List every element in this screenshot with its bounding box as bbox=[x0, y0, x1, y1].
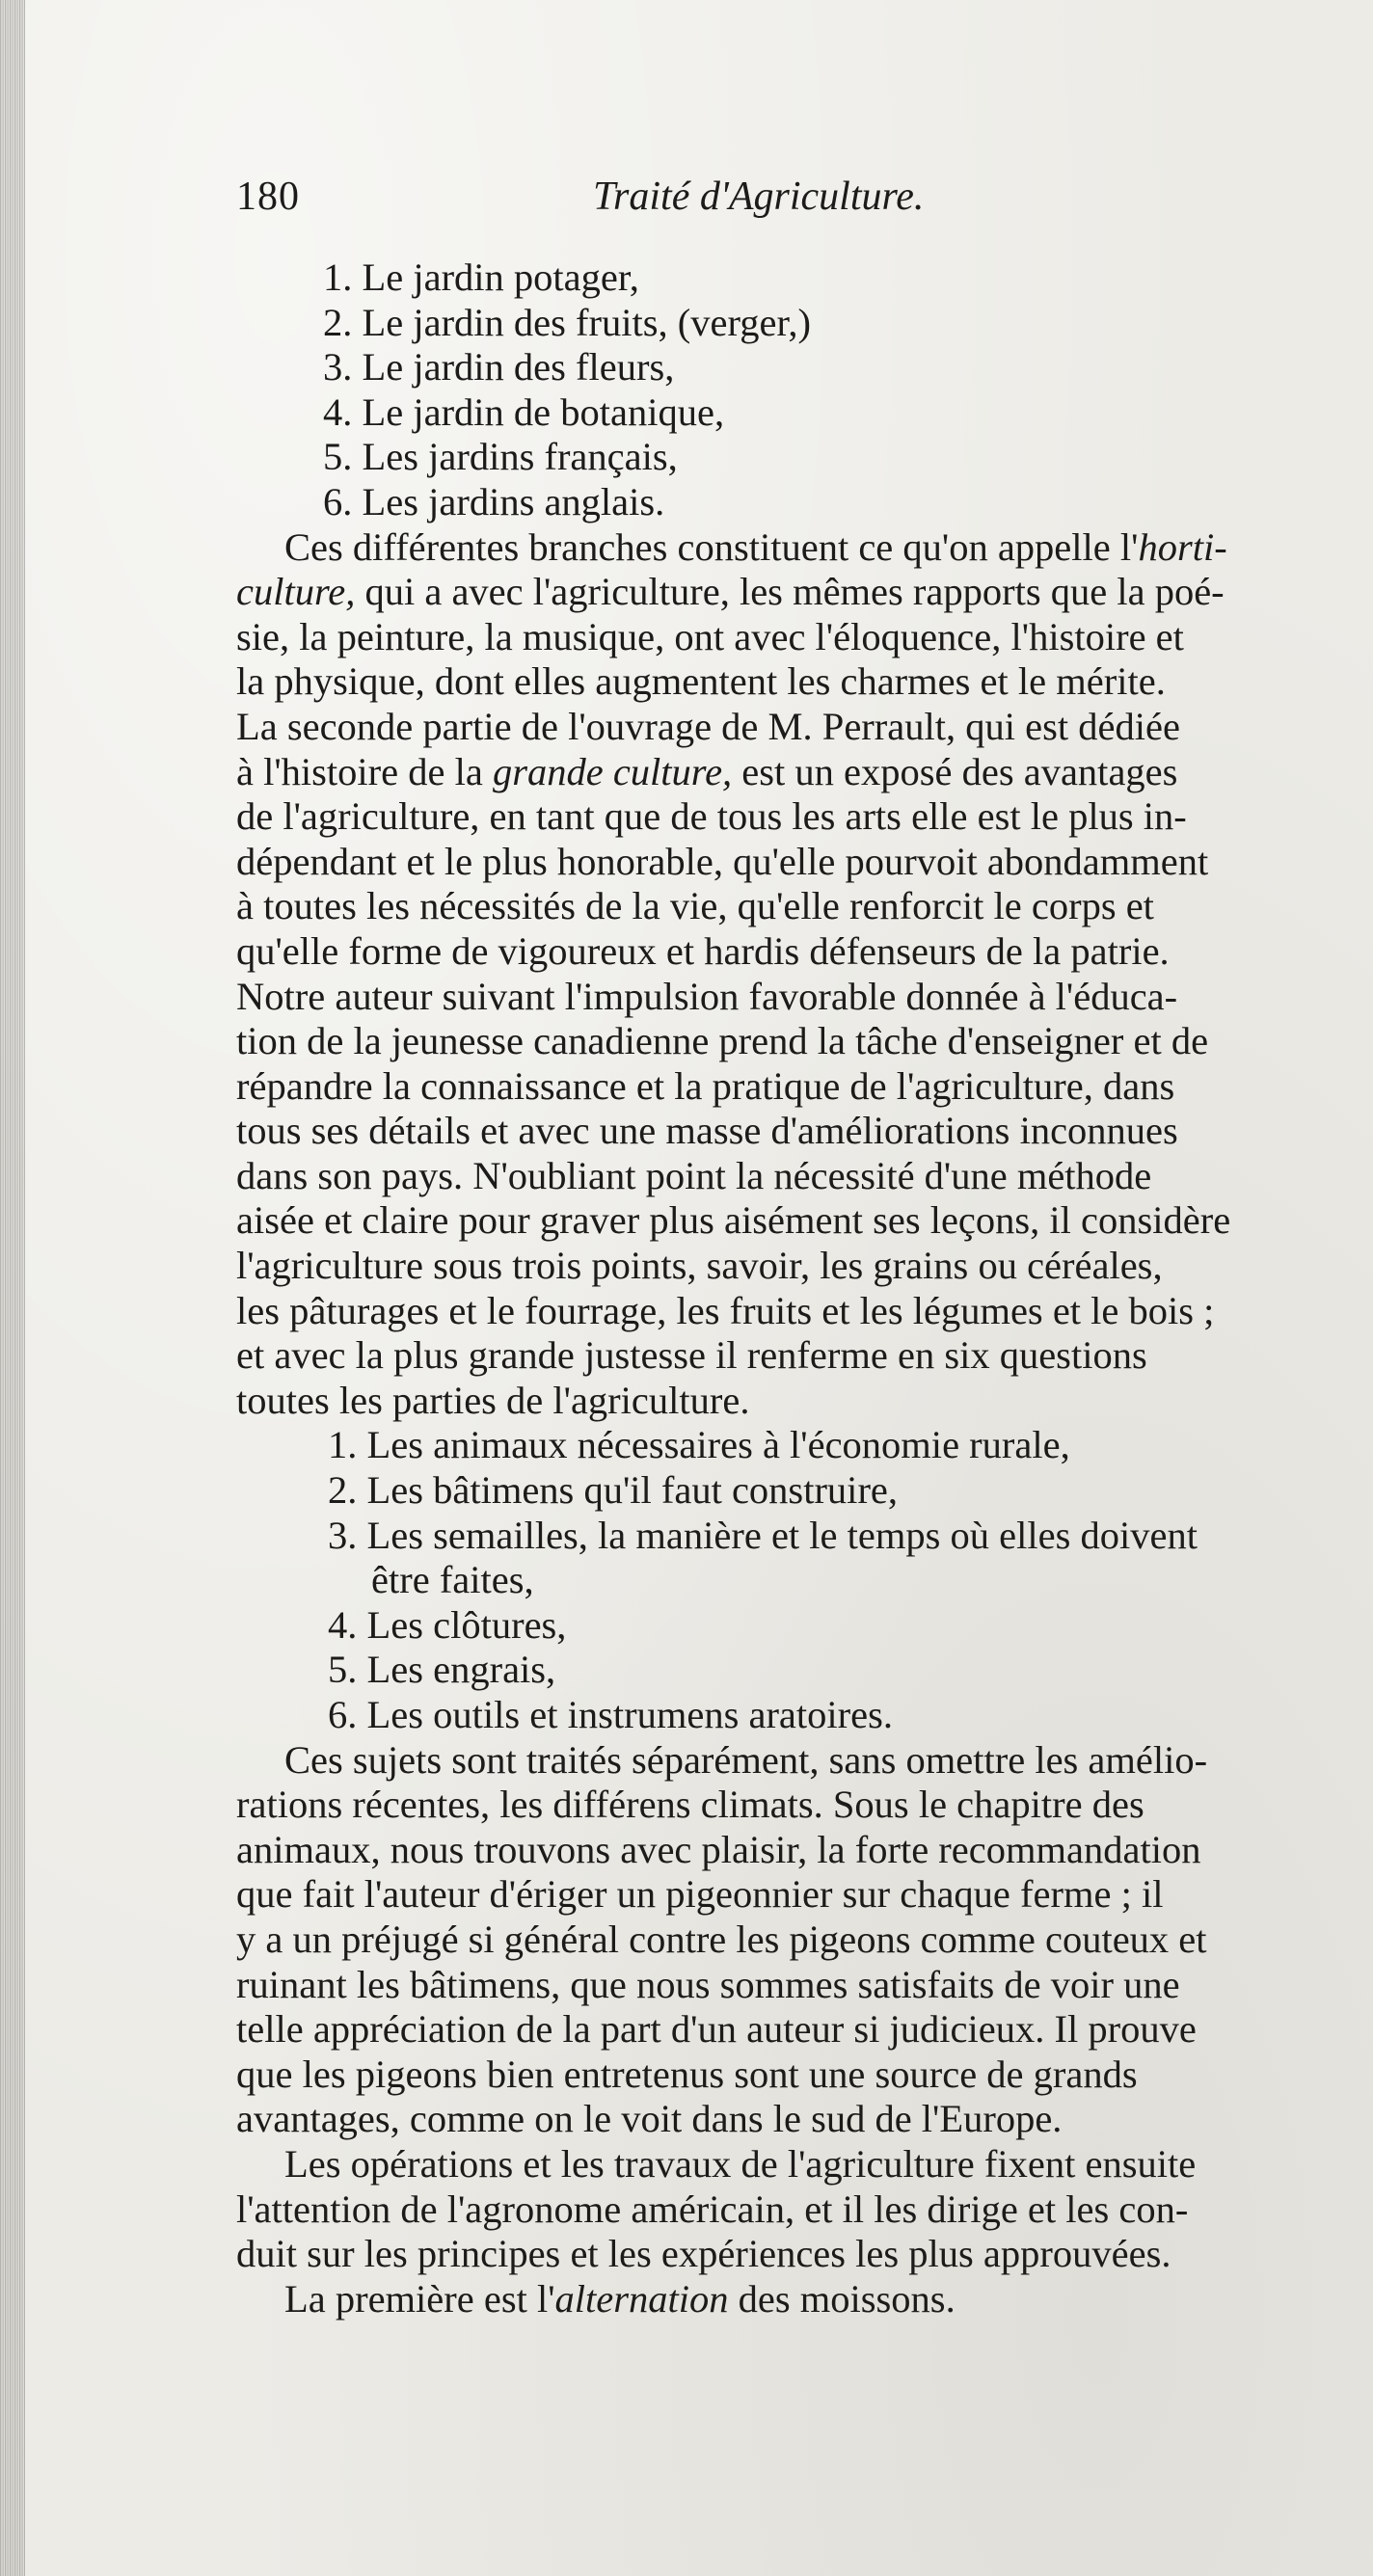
paragraph-line: Ces sujets sont traités séparément, sans omettre les amélio- bbox=[284, 1737, 1208, 1782]
paragraph-line: répandre la connaissance et la pratique de l'agriculture, dans bbox=[236, 1063, 1175, 1108]
paragraph-line: duit sur les principes et les expériences les plus approuvées. bbox=[236, 2232, 1171, 2276]
paragraph-line: La première est l'alternation des moissons. bbox=[284, 2276, 956, 2321]
paragraph-line: y a un préjugé si général contre les pigeons comme couteux et bbox=[236, 1917, 1207, 1961]
paragraph-line: la physique, dont elles augmentent les charmes et le mérite. bbox=[236, 659, 1166, 704]
paragraph-line: à toutes les nécessités de la vie, qu'elle renforcit le corps et bbox=[236, 884, 1154, 928]
list-item: 3. Les semailles, la manière et le temps où elles doivent bbox=[328, 1513, 1198, 1557]
paragraph-line: telle appréciation de la part d'un auteur si judicieux. Il prouve bbox=[236, 2007, 1197, 2052]
paragraph-line: de l'agriculture, en tant que de tous les arts elle est le plus in- bbox=[236, 794, 1187, 839]
page-number: 180 bbox=[236, 174, 300, 219]
paragraph-line: aisée et claire pour graver plus aisément ses leçons, il considère bbox=[236, 1198, 1231, 1243]
paragraph-line: Notre auteur suivant l'impulsion favorable donnée à l'éduca- bbox=[236, 974, 1178, 1018]
paragraph-line: culture, qui a avec l'agriculture, les mêmes rapports que la poé- bbox=[236, 570, 1225, 614]
list-item: 6. Les outils et instrumens aratoires. bbox=[328, 1693, 894, 1736]
page-header bbox=[236, 174, 1326, 231]
paragraph-line: l'attention de l'agronome américain, et il les dirige et les con- bbox=[236, 2187, 1189, 2231]
list-item: 5. Les jardins français, bbox=[323, 435, 678, 479]
paragraph-line: tous ses détails et avec une masse d'améliorations inconnues bbox=[236, 1109, 1178, 1153]
list-item-continuation: être faites, bbox=[371, 1558, 534, 1602]
paragraph-line: que les pigeons bien entretenus sont une source de grands bbox=[236, 2052, 1138, 2096]
paragraph-line: tion de la jeunesse canadienne prend la tâche d'enseigner et de bbox=[236, 1019, 1209, 1063]
list-item: 6. Les jardins anglais. bbox=[323, 479, 665, 523]
paragraph-line: sie, la peinture, la musique, ont avec l'éloquence, l'histoire et bbox=[236, 614, 1184, 658]
paragraph-line: dans son pays. N'oubliant point la nécessité d'une méthode bbox=[236, 1153, 1152, 1197]
paragraph-line: que fait l'auteur d'ériger un pigeonnier sur chaque ferme ; il bbox=[236, 1872, 1164, 1917]
list-item: 5. Les engrais, bbox=[328, 1648, 556, 1692]
paragraph-line: Les opérations et les travaux de l'agriculture fixent ensuite bbox=[284, 2141, 1197, 2186]
paragraph-line: et avec la plus grande justesse il renferme en six questions bbox=[236, 1333, 1147, 1378]
paragraph-line: avantages, comme on le voit dans le sud de l'Europe. bbox=[236, 2097, 1063, 2141]
list-item: 3. Le jardin des fleurs, bbox=[323, 345, 675, 389]
list-item: 4. Le jardin de botanique, bbox=[323, 389, 725, 434]
paragraph-line: qu'elle forme de vigoureux et hardis défenseurs de la patrie. bbox=[236, 928, 1170, 973]
list-item: 2. Le jardin des fruits, (verger,) bbox=[323, 300, 811, 344]
paragraph-line: l'agriculture sous trois points, savoir, les grains ou céréales, bbox=[236, 1244, 1163, 1288]
body-text bbox=[236, 255, 1326, 2321]
paragraph-line: dépendant et le plus honorable, qu'elle pourvoit abondamment bbox=[236, 839, 1209, 883]
list-item: 1. Le jardin potager, bbox=[323, 255, 639, 299]
paragraph-line: les pâturages et le fourrage, les fruits et les légumes et le bois ; bbox=[236, 1288, 1215, 1332]
paragraph-line: animaux, nous trouvons avec plaisir, la forte recommandation bbox=[236, 1827, 1201, 1871]
paragraph-line: rations récentes, les différens climats. Sous le chapitre des bbox=[236, 1783, 1144, 1827]
paragraph-line: à l'histoire de la grande culture, est un exposé des avantages bbox=[236, 749, 1178, 793]
page-binding-edge bbox=[0, 0, 25, 2576]
list-item: 2. Les bâtimens qu'il faut construire, bbox=[328, 1468, 899, 1513]
list-item: 1. Les animaux nécessaires à l'économie rurale, bbox=[328, 1423, 1070, 1467]
paragraph-line: toutes les parties de l'agriculture. bbox=[236, 1378, 750, 1422]
running-title: Traité d'Agriculture. bbox=[593, 174, 925, 219]
paragraph-line: La seconde partie de l'ouvrage de M. Perrault, qui est dédiée bbox=[236, 704, 1180, 748]
paragraph-line: Ces différentes branches constituent ce qu'on appelle l'horti- bbox=[284, 524, 1227, 569]
list-item: 4. Les clôtures, bbox=[328, 1602, 567, 1647]
paragraph-line: ruinant les bâtimens, que nous sommes satisfaits de voir une bbox=[236, 1962, 1180, 2006]
